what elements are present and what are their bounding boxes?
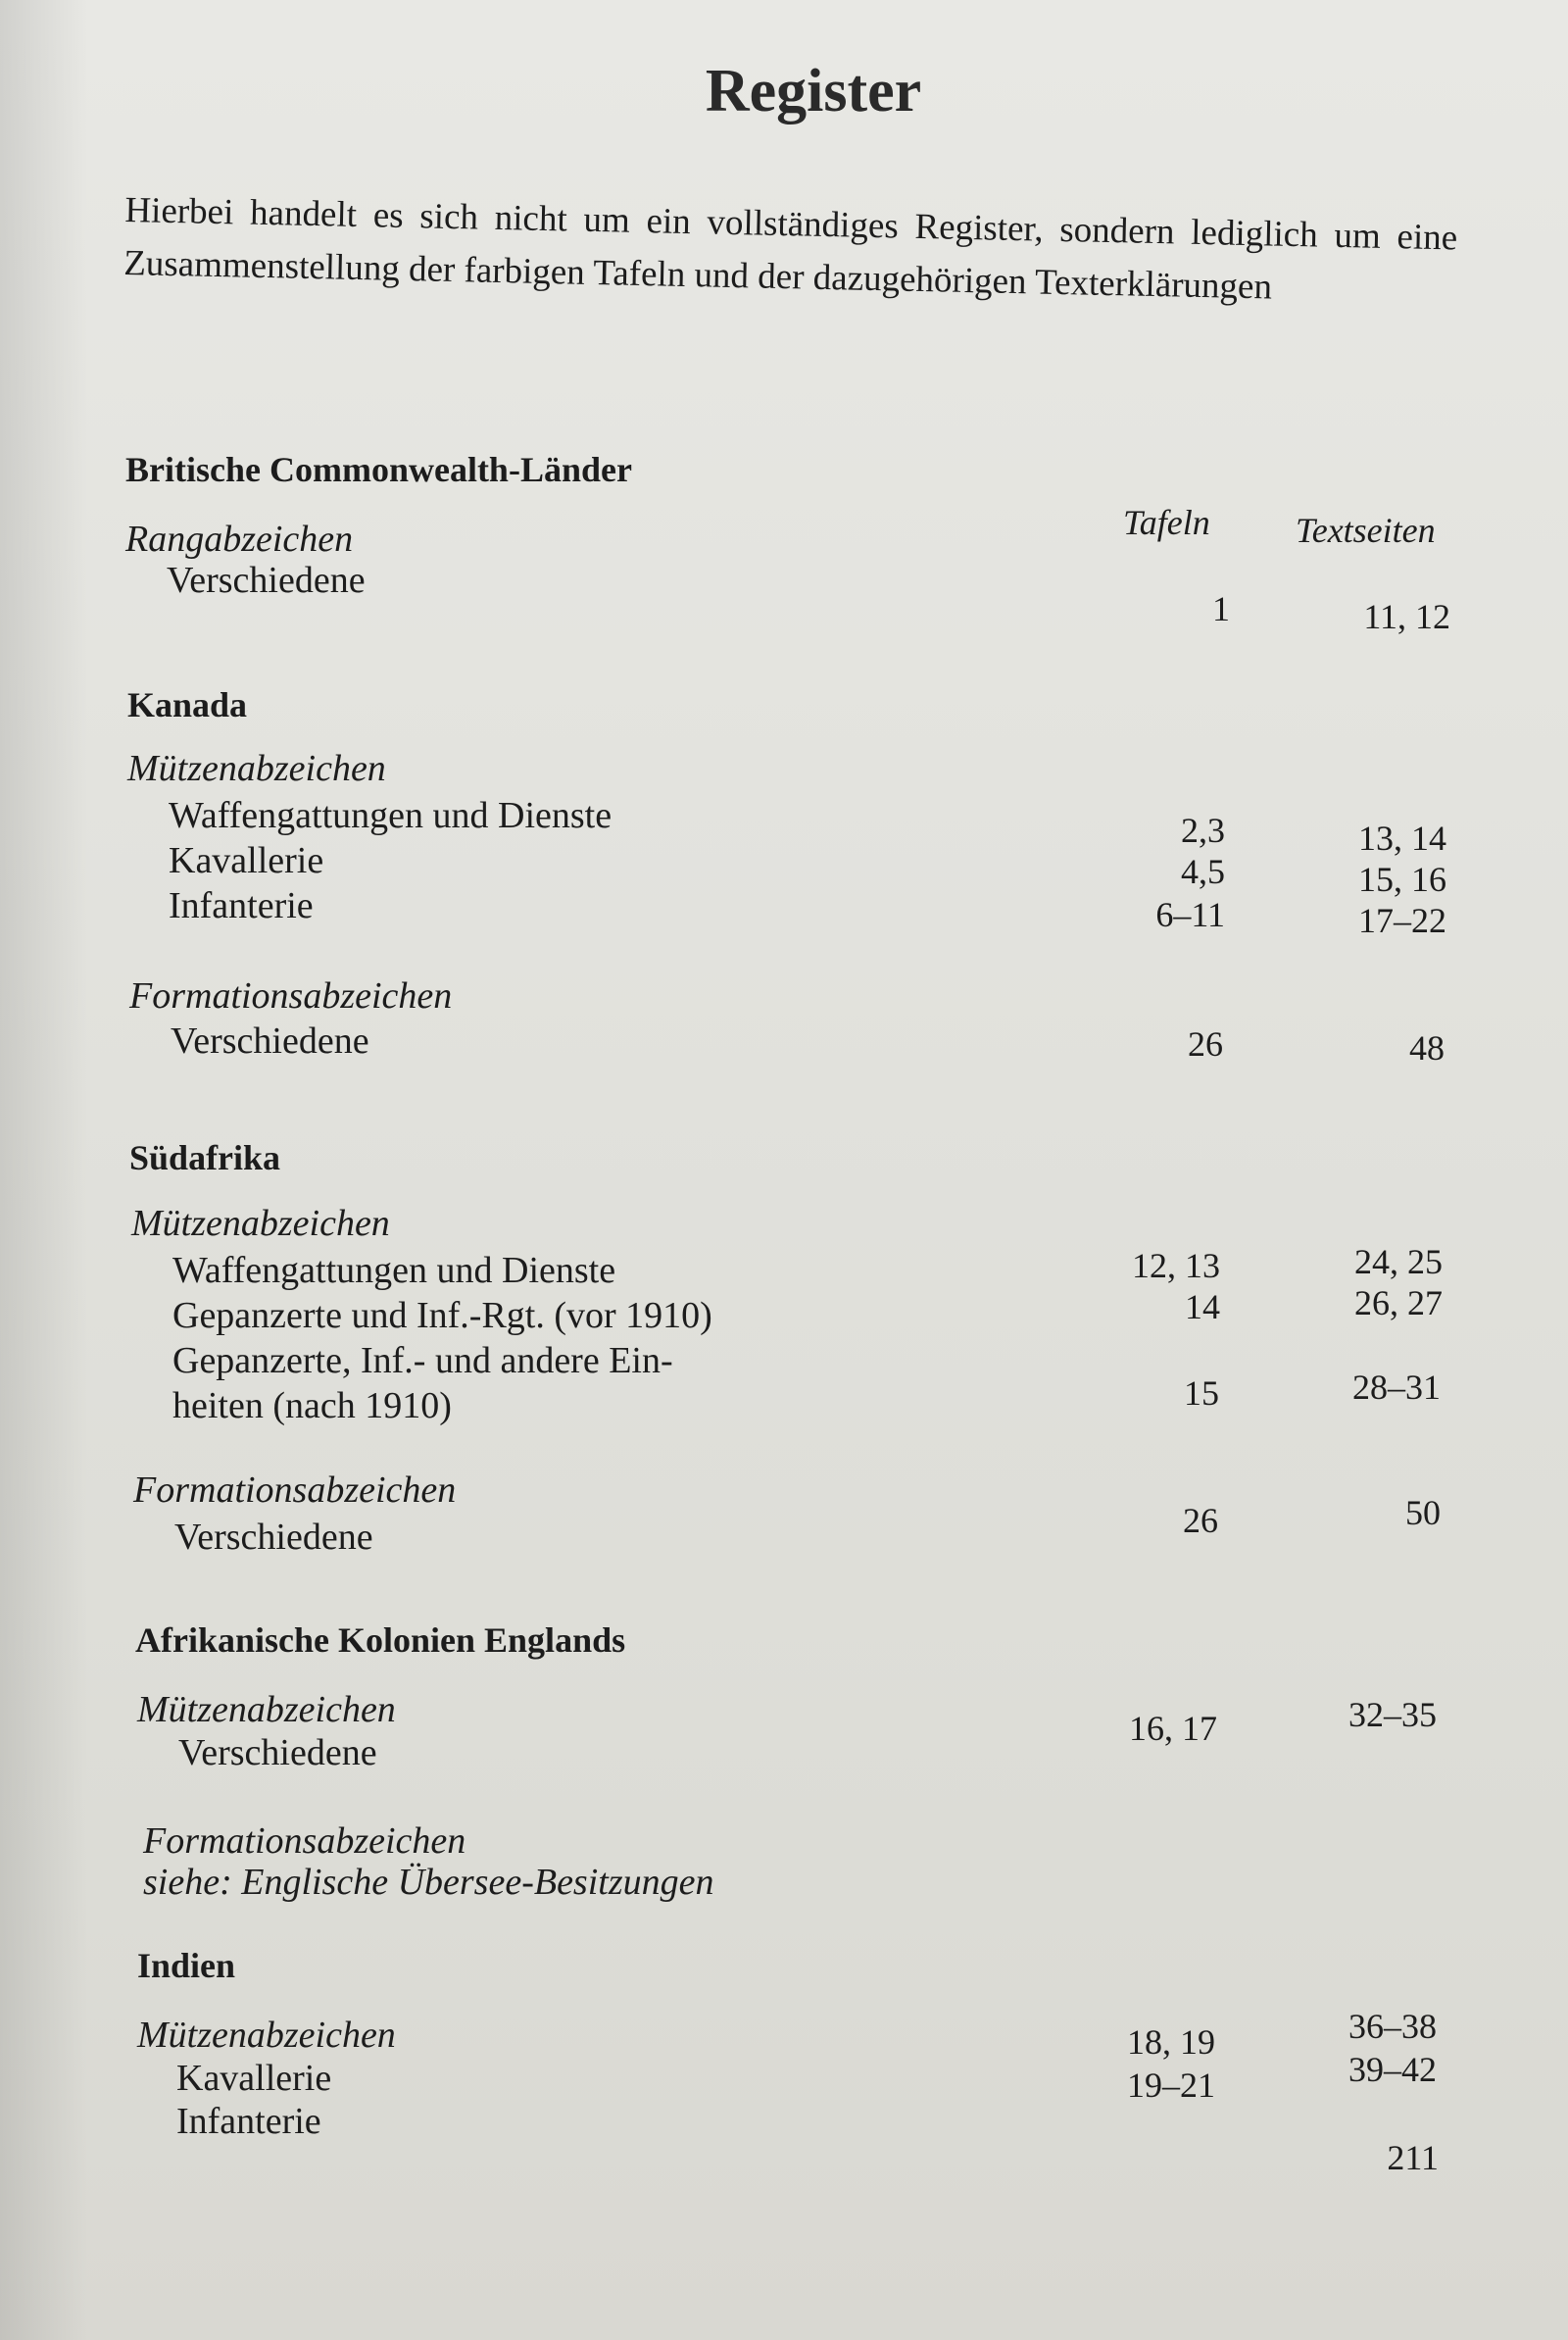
entry-tafeln: 1 bbox=[1212, 589, 1230, 628]
entry-textseiten: 13, 14 bbox=[1358, 819, 1446, 858]
entry-label: Verschiedene bbox=[167, 560, 366, 601]
entry-label: Gepanzerte, Inf.- und andere Ein- bbox=[172, 1340, 673, 1381]
entry-tafeln: 19–21 bbox=[1127, 2066, 1215, 2105]
category-formationsabzeichen: Formationsabzeichen bbox=[133, 1469, 457, 1511]
entry-label: Kavallerie bbox=[176, 2058, 332, 2099]
entry-label: Waffengattungen und Dienste bbox=[172, 1250, 616, 1291]
entry-label: Verschiedene bbox=[178, 1732, 377, 1773]
entry-tafeln: 4,5 bbox=[1181, 852, 1225, 891]
entry-tafeln: 18, 19 bbox=[1127, 2022, 1215, 2062]
intro-paragraph: Hierbei handelt es sich nicht um ein vollständiges Register, sondern lediglich um eine Zusammenstellung der farbigen Tafeln und der dazugehörigen Texterklärungen bbox=[122, 189, 1458, 308]
entry-tafeln: 6–11 bbox=[1155, 895, 1225, 934]
entry-textseiten: 24, 25 bbox=[1354, 1242, 1443, 1281]
category-muetzenabzeichen: Mützenabzeichen bbox=[137, 1689, 396, 1730]
column-header-textseiten: Textseiten bbox=[1296, 511, 1436, 550]
entry-tafeln: 26 bbox=[1188, 1024, 1223, 1064]
entry-label: Infanterie bbox=[169, 885, 314, 926]
section-title-indien: Indien bbox=[137, 1946, 236, 1985]
entry-textseiten: 11, 12 bbox=[1363, 597, 1450, 636]
entry-textseiten: 26, 27 bbox=[1354, 1283, 1443, 1322]
category-rangabzeichen: Rangabzeichen bbox=[125, 519, 354, 560]
category-muetzenabzeichen: Mützenabzeichen bbox=[137, 2015, 396, 2056]
entry-label-continued: heiten (nach 1910) bbox=[172, 1385, 452, 1426]
entry-textseiten: 32–35 bbox=[1348, 1695, 1437, 1734]
column-header-tafeln: Tafeln bbox=[1123, 503, 1210, 542]
category-muetzenabzeichen: Mützenabzeichen bbox=[127, 748, 386, 789]
entry-tafeln: 16, 17 bbox=[1129, 1709, 1217, 1748]
section-title-afrikanische-kolonien: Afrikanische Kolonien Englands bbox=[135, 1620, 626, 1660]
entry-textseiten: 17–22 bbox=[1358, 901, 1446, 940]
entry-tafeln: 2,3 bbox=[1181, 811, 1225, 850]
entry-label: Kavallerie bbox=[169, 840, 324, 881]
section-title-kanada: Kanada bbox=[127, 685, 248, 724]
entry-textseiten: 15, 16 bbox=[1358, 860, 1446, 899]
entry-tafeln: 12, 13 bbox=[1132, 1246, 1220, 1285]
entry-tafeln: 14 bbox=[1185, 1287, 1220, 1326]
entry-label: Infanterie bbox=[176, 2101, 321, 2142]
entry-label: Verschiedene bbox=[171, 1021, 369, 1062]
page-title: Register bbox=[705, 58, 922, 124]
section-title-suedafrika: Südafrika bbox=[129, 1138, 281, 1177]
cross-reference-note: siehe: Englische Übersee-Besitzungen bbox=[143, 1862, 714, 1903]
entry-textseiten: 39–42 bbox=[1348, 2050, 1437, 2089]
entry-textseiten: 28–31 bbox=[1352, 1368, 1441, 1407]
category-formationsabzeichen: Formationsabzeichen bbox=[143, 1820, 466, 1862]
entry-textseiten: 36–38 bbox=[1348, 2007, 1437, 2046]
entry-tafeln: 15 bbox=[1184, 1373, 1219, 1413]
entry-label: Waffengattungen und Dienste bbox=[169, 795, 612, 836]
category-formationsabzeichen: Formationsabzeichen bbox=[129, 975, 453, 1017]
section-title-commonwealth: Britische Commonwealth-Länder bbox=[125, 450, 632, 489]
category-muetzenabzeichen: Mützenabzeichen bbox=[131, 1203, 390, 1244]
entry-textseiten: 50 bbox=[1405, 1493, 1441, 1532]
entry-label: Verschiedene bbox=[174, 1517, 373, 1558]
entry-textseiten: 48 bbox=[1409, 1028, 1445, 1068]
entry-label: Gepanzerte und Inf.-Rgt. (vor 1910) bbox=[172, 1295, 712, 1336]
page-number: 211 bbox=[1387, 2138, 1439, 2177]
entry-tafeln: 26 bbox=[1183, 1501, 1218, 1540]
